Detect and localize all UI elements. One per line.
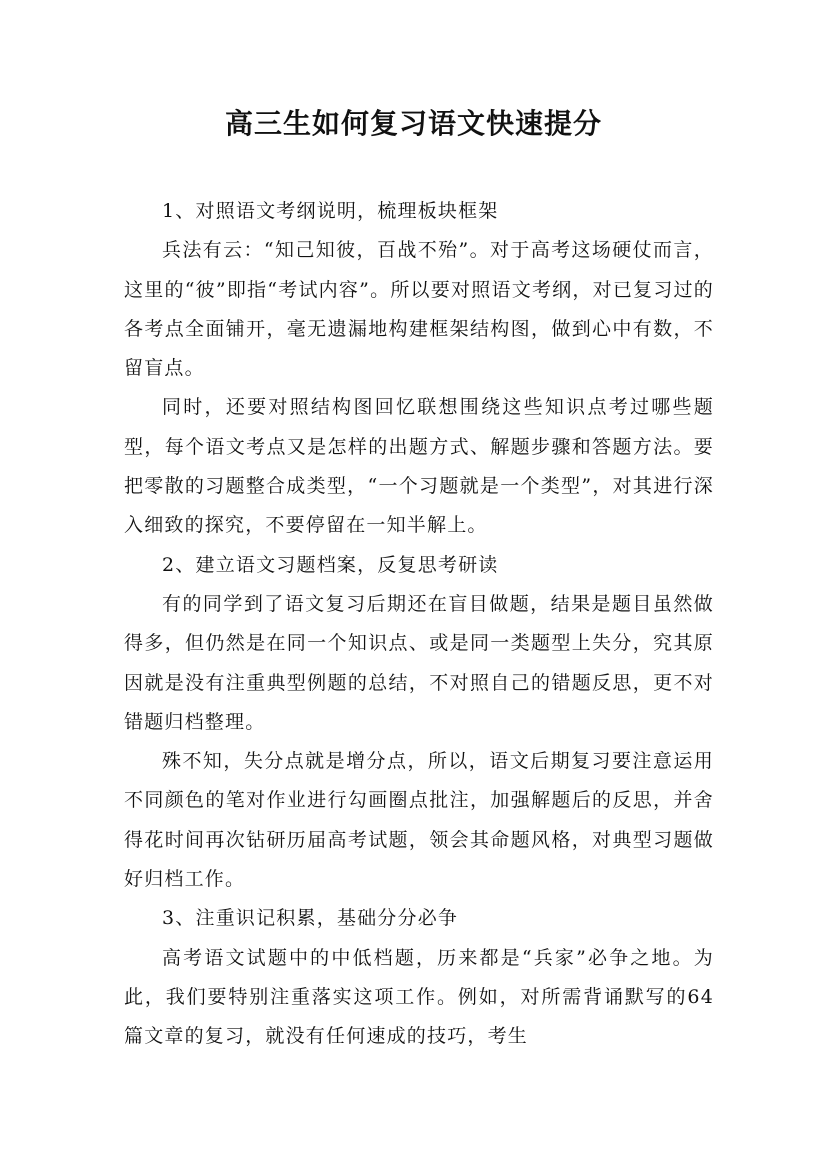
paragraph: 高考语文试题中的中低档题，历来都是“兵家”必争之地。为此，我们要特别注重落实这项工作。例如，对所需背诵默写的64篇文章的复习，就没有任何速成的技巧，考生	[124, 946, 714, 1048]
section-heading-3: 3、注重识记积累，基础分分必争	[162, 907, 459, 930]
paragraph: 兵法有云：“知己知彼，百战不殆”。对于高考这场硬仗而言，这里的“彼”即指“考试内容”。所以要对照语文考纲，对已复习过的各考点全面铺开，毫无遗漏地构建框架结构图，做到心中有数，不留盲点。	[124, 239, 714, 380]
document-title: 高三生如何复习语文快速提分	[224, 107, 602, 140]
document-body	[124, 192, 714, 1057]
paragraph: 殊不知，失分点就是增分点，所以，语文后期复习要注意运用不同颜色的笔对作业进行勾画圈点批注，加强解题后的反思，并舍得花时间再次钻研历届高考试题，领会其命题风格，对典型习题做好归档工作。	[124, 750, 714, 891]
section-heading-1: 1、对照语文考纲说明，梳理板块框架	[162, 200, 499, 222]
paragraph: 同时，还要对照结构图回忆联想围绕这些知识点考过哪些题型，每个语文考点又是怎样的出题方式、解题步骤和答题方法。要把零散的习题整合成类型，“一个习题就是一个类型”，对其进行深入细致的探究，不要停留在一知半解上。	[124, 396, 714, 537]
paragraph: 有的同学到了语文复习后期还在盲目做题，结果是题目虽然做得多，但仍然是在同一个知识点、或是同一类题型上失分，究其原因就是没有注重典型例题的总结，不对照自己的错题反思，更不对错题归档整理。	[124, 592, 714, 733]
section-heading-2: 2、建立语文习题档案，反复思考研读	[162, 553, 499, 576]
